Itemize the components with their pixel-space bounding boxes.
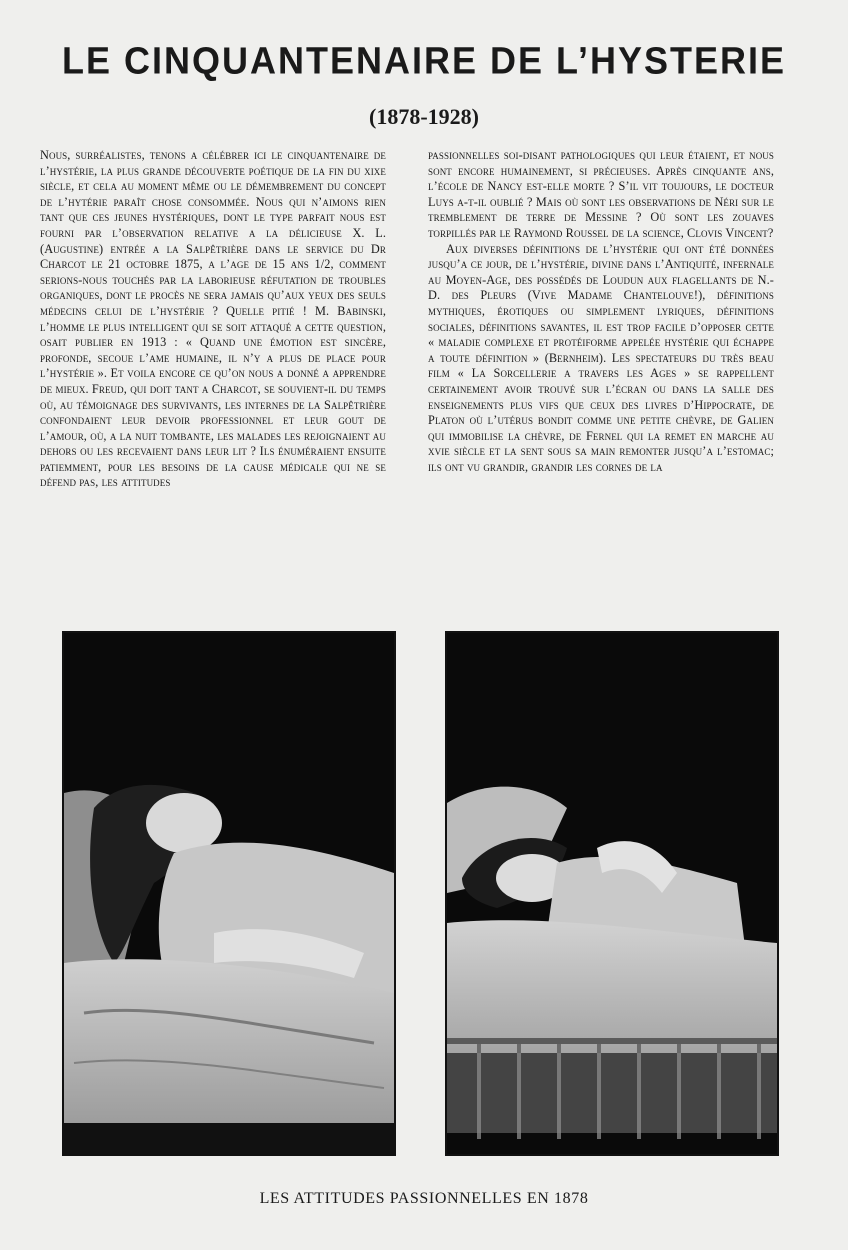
right-column-paragraph: passionnelles soi-disant pathologiques qui leur étaient, et nous sont encore humainement, si précieuses. Après cinquante ans, l’école de Nancy est-elle morte ? S’il vit toujours, le docteur Luys a-t-il oublié ? Mais où sont les observations de Néri sur le tremblement de terre de Messine ? Où sont les zouaves torpillés par le Raymond Roussel de la science, Clovis Vincent? (428, 148, 774, 240)
right-column (428, 148, 774, 475)
sleeping-woman-bed-photo-icon (447, 633, 777, 1154)
left-column-paragraph: Nous, surréalistes, tenons a célébrer ici le cinquantenaire de l’hystérie, la plus grande découverte poétique de la fin du xixe siècle, et cela au moment même ou le démembrement du concept de l’hytérie paraît chose consommée. Nous qui n’aimons rien tant que ces jeunes hystériques, dont le type parfait nous est fourni par l’observation relative a la délicieuse X. L. (Augustine) entrée a la Salpêtrière dans le service du Dr Charcot le 21 octobre 1875, a l’age de 15 ans 1/2, comment serions-nous touchés par la laborieuse réfutation de troubles organiques, dont le procès ne sera jamais qu’aux yeux des seuls médecins celui de l’hystérie ? Quelle pitié ! M. Babinski, l’homme le plus intelligent qui se soit attaqué a cette question, osait publier en 1913 : « Quand une émotion est sincère, profonde, secoue l’ame humaine, il n’y a plus de place pour l’hystérie ». Et voila encore ce qu’on nous a donné a apprendre de mieux. Freud, qui doit tant a Charcot, se souvient-il du temps où, au témoignage des survivants, les internes de la Salpêtrière confondaient leur devoir professionnel et leur gout de l’amour, où, a la nuit tombante, les malades les rejoignaient au dehors ou les recevaient dans leur lit ? Ils énuméraient ensuite patiemment, pour les besoins de la cause médicale qui ne se défend pas, les attitudes (40, 148, 386, 490)
reclining-woman-photo-icon (64, 633, 394, 1154)
page-subtitle: (1878-1928) (369, 104, 479, 129)
right-photo (445, 631, 779, 1156)
right-column-paragraph: Aux diverses définitions de l’hystérie qui ont été données jusqu’a ce jour, de l’hystérie, divine dans l’Antiquité, infernale au Moyen-Age, des possédés de Loudun aux flagellants de N.-D. des Pleurs (Vive Madame Chantelouve!), définitions mythiques, érotiques ou simplement lyriques, définitions sociales, définitions savantes, il est trop facile d’opposer cette « maladie complexe et protéiforme appelée hystérie qui échappe a toute définition » (Bernheim). Les spectateurs du très beau film « La Sorcellerie a travers les Ages » se rappellent certainement avoir trouvé sur l’écran ou dans la salle des enseignements plus vifs que ceux des livres d’Hippocrate, de Platon où l’utérus bondit comme une petite chèvre, de Galien qui immobilise la chèvre, de Fernel qui la remet en marche au xvie siècle et la sent sous sa main remonter jusqu’a l’estomac; ils ont vu grandir, grandir les cornes de la (428, 241, 774, 474)
photo-caption: LES ATTITUDES PASSIONNELLES EN 1878 (259, 1190, 589, 1207)
page-title: LE CINQUANTENAIRE DE L’HYSTERIE (61, 38, 787, 82)
left-column (40, 148, 386, 491)
left-photo (62, 631, 396, 1156)
